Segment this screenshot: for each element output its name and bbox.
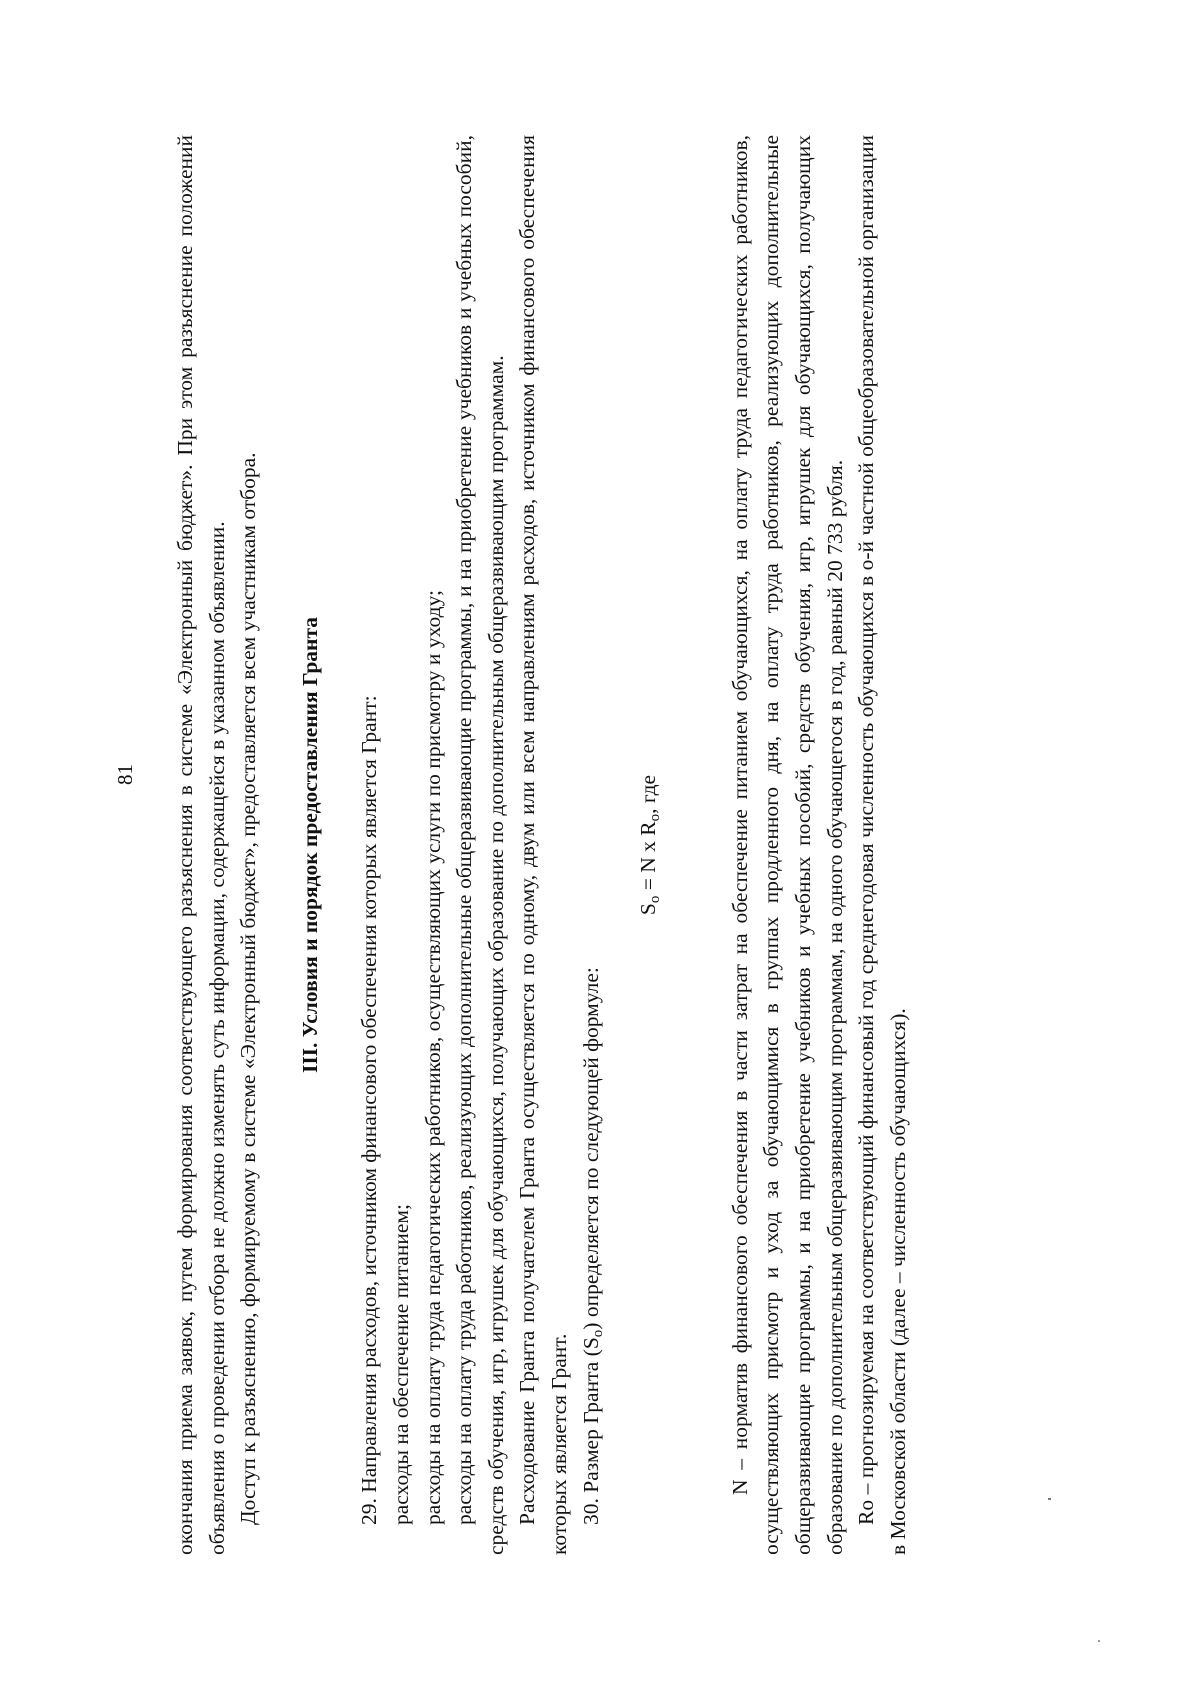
text-block-bottom	[725, 135, 915, 1555]
text-block-middle	[354, 135, 607, 1555]
p30-post: ) определяется по следующей формуле:	[578, 967, 603, 1330]
paragraph-30	[576, 135, 608, 1555]
paragraph-29: 29. Направления расходов, источником финансового обеспечения которых является Грант:	[357, 695, 382, 1525]
p30-sub: o	[589, 1329, 606, 1338]
formula-s-sub: o	[647, 895, 664, 904]
text-block-top	[170, 135, 265, 1555]
p30-pre: 30. Размер Гранта (S	[578, 1337, 603, 1525]
grant-formula	[633, 135, 665, 1555]
paragraph-workers: расходы на оплату труда работников, реализующих дополнительные общеразвивающие программы, и на приобретение учебников и учебных пособий, средств обучения, игр, игрушек для обучающихся, получающих образование по дополнительным общеразвивающим программам.	[452, 135, 508, 1555]
paragraph-ro-definition: Ro – прогнозируемая на соответствующий финансовый год среднегодовая численность обучающихся в о-й частной общеобразовательной организации в Московской области (далее – численность обучающихся).	[854, 135, 910, 1555]
paragraph-food: расходы на обеспечение питанием;	[388, 1204, 413, 1525]
formula-r-sub: o	[647, 813, 664, 822]
paragraph-pedagogical: расходы на оплату труда педагогических работников, осуществляющих услуги по присмотру и уходу;	[420, 589, 445, 1525]
formula-mid: = N x R	[636, 821, 661, 896]
page-number: 81	[113, 764, 137, 785]
rotated-content	[113, 135, 1000, 1555]
scan-speck	[1098, 1640, 1100, 1642]
formula-s: S	[636, 903, 661, 916]
formula-post: , где	[636, 774, 661, 814]
paragraph-access: Доступ к разъяснению, формируемому в системе «Электронный бюджет», предоставляется всем участникам отбора.	[236, 452, 261, 1525]
paragraph-n-definition: N – норматив финансового обеспечения в части затрат на обеспечение питанием обучающихся, на оплату труда педагогических работников, осуществляющих присмотр и уход за обучающимися в группах продленного дня, на оплату труда работников, реализующих дополнительные общеразвивающие программы, и на приобретение учебников и учебных пособий, средств обучения, игр, игрушек для обучающихся, получающих образование по дополнительным общеразвивающим программам, на одного обучающегося в год, равный 20 733 рубля.	[727, 135, 847, 1555]
section-heading: III. Условия и порядок предоставления Гранта	[297, 616, 322, 1074]
paragraph-continuation: окончания приема заявок, путем формирования соответствующего разъяснения в системе «Электронный бюджет». При этом разъяснение положений объявления о проведении отбора не должно изменять суть информации, содержащейся в указанном объявлении.	[173, 135, 229, 1555]
paragraph-spending: Расходование Гранта получателем Гранта осуществляется по одному, двум или всем направлениям расходов, источником финансового обеспечения которых является Грант.	[515, 135, 571, 1555]
scan-speck	[1048, 1498, 1051, 1500]
spacer	[695, 135, 725, 1555]
